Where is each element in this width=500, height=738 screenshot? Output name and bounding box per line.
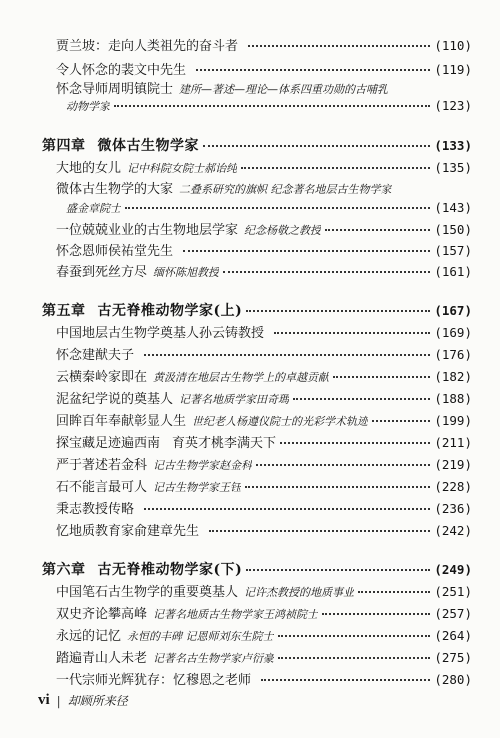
toc-entry [56, 264, 472, 281]
toc-entry [56, 413, 472, 430]
entry-page: (236) [434, 501, 472, 516]
toc-entry [56, 160, 472, 177]
toc-entry [56, 628, 472, 645]
entry-title: 一代宗师光辉犹存：忆穆恩之老师 [56, 673, 252, 688]
chapter-title: 古无脊椎动物学家(下) [97, 562, 243, 578]
entry-page: (211) [434, 435, 472, 450]
toc-entry [56, 369, 472, 386]
page-footer [38, 692, 128, 709]
toc-entry [56, 584, 472, 601]
toc-entry [56, 501, 472, 518]
entry-page: (119) [434, 62, 472, 77]
entry-title: 怀念建猷夫子 [56, 348, 135, 363]
entry-title: 怀念导师周明镇院士 [56, 82, 174, 97]
entry-title: 大地的女儿 [56, 161, 122, 176]
chapter-heading [42, 138, 472, 154]
entry-page: (157) [434, 243, 472, 258]
dot-leader [144, 508, 430, 510]
chapter-page: (249) [434, 562, 472, 577]
dot-leader [125, 207, 430, 209]
dot-leader [261, 679, 430, 681]
chapter-page: (167) [434, 303, 472, 318]
toc-entry [56, 82, 472, 98]
folio-number: vi [38, 692, 50, 708]
chapter-page: (133) [434, 138, 472, 153]
entry-title: 探宝藏足迹遍西南 [56, 436, 161, 451]
toc-entry [56, 650, 472, 667]
dot-leader [183, 250, 430, 252]
dot-leader [358, 591, 430, 593]
dot-leader [325, 229, 430, 231]
entry-subtitle: 记许杰教授的地质事业 [244, 586, 355, 599]
dot-leader [241, 167, 430, 169]
entry-page: (188) [434, 391, 472, 406]
entry-title: 中国笔石古生物学的重要奠基人 [56, 585, 239, 600]
dot-leader [245, 486, 430, 488]
entry-page: (242) [434, 523, 472, 538]
entry-page: (176) [434, 347, 472, 362]
dot-leader [196, 69, 430, 71]
entry-subtitle: 永恒的丰碑 记恩师刘东生院士 [127, 630, 274, 643]
toc-entry [56, 457, 472, 474]
entry-title: 微体古生物学的大家 [56, 182, 174, 197]
dot-leader [144, 354, 430, 356]
toc-entry [56, 672, 472, 689]
entry-page: (280) [434, 672, 472, 687]
toc-entry [56, 182, 472, 198]
entry-title: 贾兰坡：走向人类祖先的奋斗者 [56, 39, 239, 54]
entry-subtitle: 记中科院女院士郝诒纯 [127, 162, 238, 175]
entry-page: (219) [434, 457, 472, 472]
entry-subtitle: 纪念杨敬之教授 [244, 224, 322, 237]
chapter-heading [42, 562, 472, 578]
dot-leader [248, 45, 430, 47]
entry-title: 令人怀念的裴文中先生 [56, 63, 187, 78]
dot-leader [209, 530, 430, 532]
entry-subtitle: 记著名古生物学家卢衍豪 [153, 652, 275, 665]
entry-page: (110) [434, 38, 472, 53]
entry-subtitle: 建所—著述—理论—体系四重功勋的古哺乳 [179, 83, 389, 96]
footer-separator: | [56, 693, 61, 708]
entry-subtitle: 记古生物学家赵金科 [153, 459, 253, 472]
toc-entry [56, 325, 472, 342]
entry-page: (264) [434, 628, 472, 643]
running-head: 却顾所来径 [67, 694, 128, 708]
chapter-heading [42, 303, 472, 319]
dot-leader [246, 310, 430, 312]
entry-page: (143) [434, 200, 472, 215]
toc-entry [56, 479, 472, 496]
entry-title: 双史齐论攀高峰 [56, 607, 148, 622]
toc-entry [56, 435, 472, 452]
toc-entry [56, 391, 472, 408]
entry-subtitle: 记著名地质学家田奇瑪 [179, 393, 290, 406]
entry-title: 一位兢兢业业的古生物地层学家 [56, 223, 239, 238]
entry-subtitle: 育英才桃李满天下 [172, 436, 277, 451]
entry-subtitle: 二叠系研究的旗帜 纪念著名地层古生物学家 [179, 183, 392, 196]
entry-page: (161) [434, 264, 472, 279]
entry-title: 秉志教授传略 [56, 502, 135, 517]
entry-title: 云横秦岭家即在 [56, 370, 148, 385]
toc-entry [56, 38, 472, 55]
toc-entry [56, 347, 472, 364]
entry-title: 中国地层古生物学奠基人孙云铸教授 [56, 326, 265, 341]
entry-title: 泥盆纪学说的奠基人 [56, 392, 174, 407]
entry-subtitle-cont: 盛金章院士 [66, 202, 121, 215]
entry-title: 石不能言最可人 [56, 480, 148, 495]
entry-title: 回眸百年奉献彰显人生 [56, 414, 187, 429]
entry-page: (257) [434, 606, 472, 621]
entry-page: (251) [434, 584, 472, 599]
entry-subtitle-cont: 动物学家 [66, 100, 110, 113]
dot-leader [278, 635, 431, 637]
chapter-label: 第五章 [42, 303, 86, 319]
entry-title: 忆地质教育家俞建章先生 [56, 524, 200, 539]
toc-entry [56, 62, 472, 79]
entry-title: 永远的记忆 [56, 629, 122, 644]
entry-page: (135) [434, 160, 472, 175]
toc-entry [56, 523, 472, 540]
entry-subtitle: 缅怀陈旭教授 [153, 266, 220, 279]
toc-entry-continuation [66, 98, 472, 115]
entry-page: (182) [434, 369, 472, 384]
entry-title: 踏遍青山人未老 [56, 651, 148, 666]
dot-leader [114, 105, 430, 107]
entry-page: (199) [434, 413, 472, 428]
dot-leader [293, 398, 430, 400]
chapter-title: 古无脊椎动物学家(上) [97, 303, 243, 319]
toc-entry [56, 222, 472, 239]
entry-subtitle: 记著名地质古生物学家王鸿祯院士 [153, 608, 319, 621]
dot-leader [322, 613, 430, 615]
toc-entry [56, 243, 472, 260]
dot-leader [246, 569, 430, 571]
toc-entry [56, 606, 472, 623]
chapter-label: 第四章 [42, 138, 86, 154]
dot-leader [278, 657, 430, 659]
chapter-label: 第六章 [42, 562, 86, 578]
entry-subtitle: 世纪老人杨遵仪院士的光彩学术轨迹 [192, 415, 369, 428]
toc-entry-continuation [66, 200, 472, 217]
dot-leader [333, 376, 430, 378]
entry-page: (228) [434, 479, 472, 494]
dot-leader [203, 145, 430, 147]
dot-leader [223, 271, 430, 273]
entry-title: 春蚕到死丝方尽 [56, 265, 148, 280]
chapter-title: 微体古生物学家 [97, 138, 199, 154]
dot-leader [372, 420, 430, 422]
dot-leader [256, 464, 430, 466]
entry-page: (275) [434, 650, 472, 665]
dot-leader [274, 332, 430, 334]
entry-title: 严于著述若金科 [56, 458, 148, 473]
dot-leader [280, 442, 430, 444]
entry-subtitle: 记古生物学家王钰 [153, 481, 242, 494]
entry-page: (150) [434, 222, 472, 237]
entry-subtitle: 黄汲清在地层古生物学上的卓越贡献 [153, 371, 330, 384]
entry-page: (169) [434, 325, 472, 340]
entry-title: 怀念恩师侯祐堂先生 [56, 244, 174, 259]
entry-page: (123) [434, 98, 472, 113]
